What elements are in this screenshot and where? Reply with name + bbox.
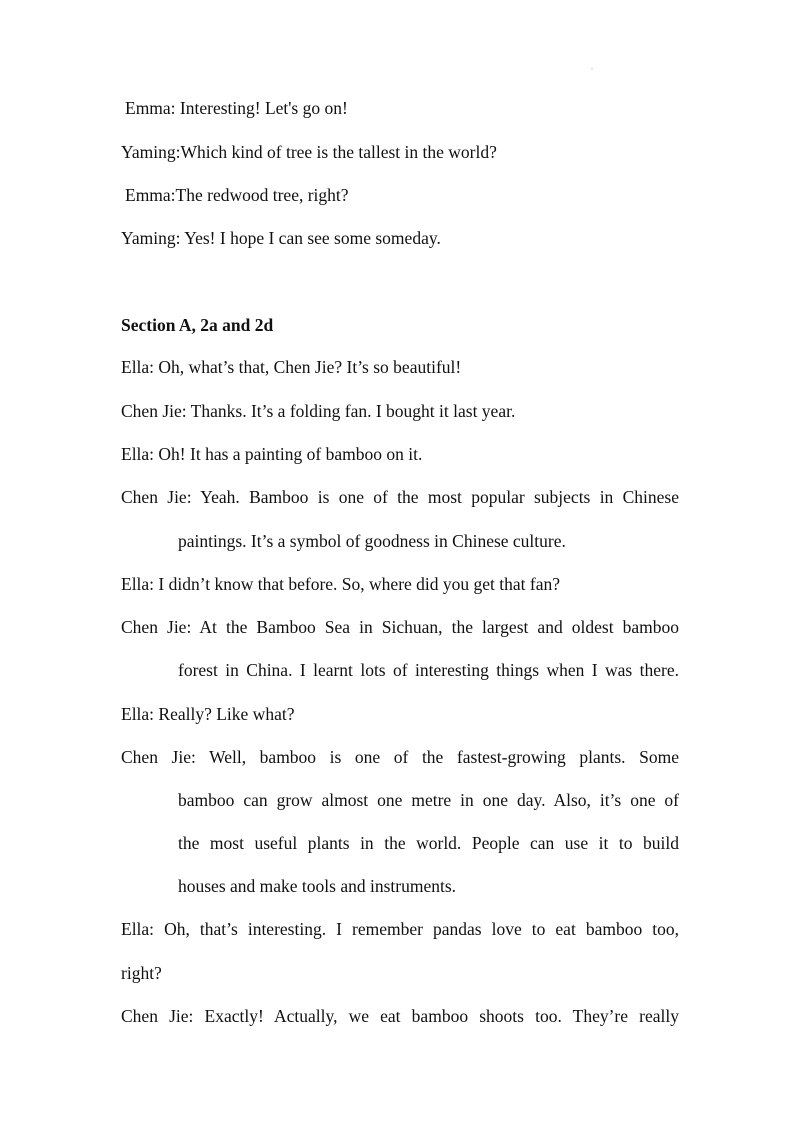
dialogue-line: Chen Jie: Exactly! Actually, we eat bamboo shoots too. They’re really <box>121 1006 679 1026</box>
dialogue-line-emma-2: Emma:The redwood tree, right? <box>125 185 349 205</box>
dialogue-line: Ella: Oh, that’s interesting. I remember pandas love to eat bamboo too, <box>121 919 679 939</box>
section-heading: Section A, 2a and 2d <box>121 315 274 335</box>
dialogue-line-continuation: paintings. It’s a symbol of goodness in Chinese culture. <box>178 531 566 551</box>
dialogue-line-continuation: bamboo can grow almost one metre in one day. Also, it’s one of <box>178 790 679 810</box>
dialogue-line: Chen Jie: Yeah. Bamboo is one of the most popular subjects in Chinese <box>121 487 679 507</box>
dialogue-line-yaming-1: Yaming:Which kind of tree is the tallest in the world? <box>121 142 497 162</box>
dialogue-line: Ella: Oh! It has a painting of bamboo on it. <box>121 444 423 464</box>
dialogue-line: Ella: I didn’t know that before. So, where did you get that fan? <box>121 574 561 594</box>
dialogue-line-continuation: the most useful plants in the world. People can use it to build <box>178 833 679 853</box>
dialogue-line-continuation: forest in China. I learnt lots of interesting things when I was there. <box>178 660 679 680</box>
dialogue-line: Ella: Oh, what’s that, Chen Jie? It’s so beautiful! <box>121 357 462 377</box>
dialogue-line: Ella: Really? Like what? <box>121 704 295 724</box>
dialogue-line-wrap: right? <box>121 963 162 983</box>
dialogue-line-yaming-2: Yaming: Yes! I hope I can see some someday. <box>121 228 441 248</box>
dialogue-line-emma-1: Emma: Interesting! Let's go on! <box>125 98 348 118</box>
page-mark: . <box>591 62 593 71</box>
dialogue-line: Chen Jie: Thanks. It’s a folding fan. I bought it last year. <box>121 401 516 421</box>
dialogue-line-continuation: houses and make tools and instruments. <box>178 876 457 896</box>
dialogue-line: Chen Jie: Well, bamboo is one of the fastest-growing plants. Some <box>121 747 679 767</box>
dialogue-line: Chen Jie: At the Bamboo Sea in Sichuan, the largest and oldest bamboo <box>121 617 679 637</box>
